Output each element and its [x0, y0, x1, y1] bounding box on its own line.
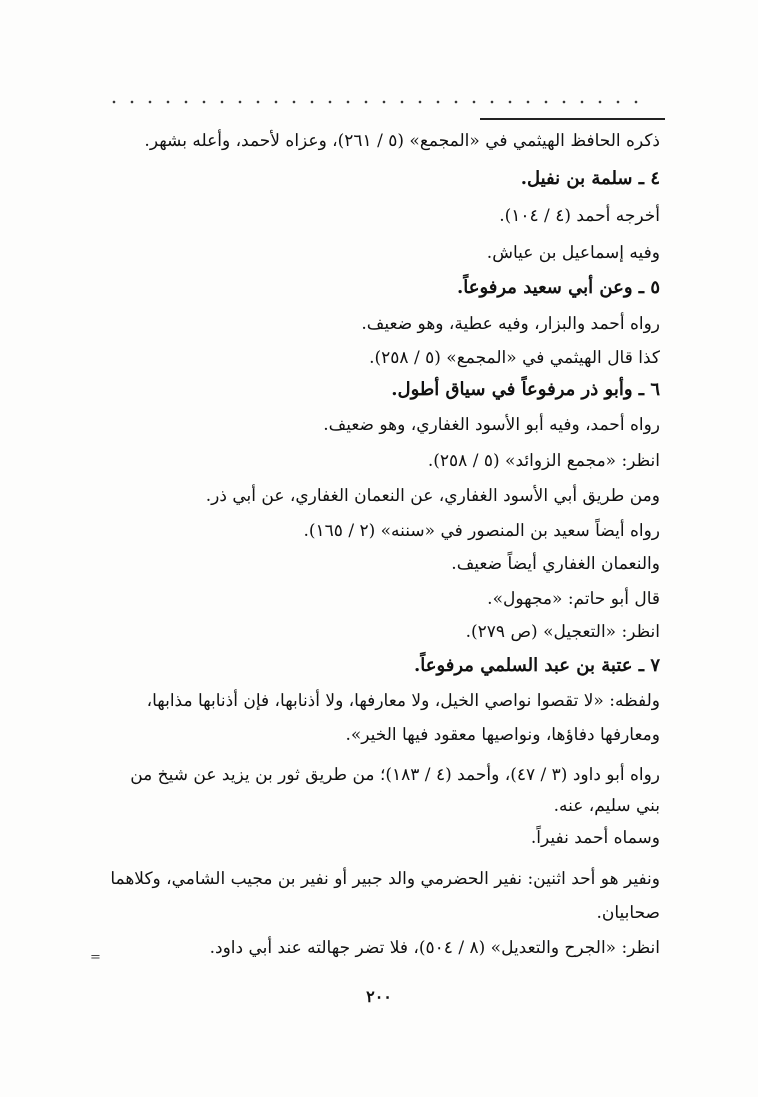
section-heading: ٥ ـ وعن أبي سعيد مرفوعاً.	[456, 277, 660, 298]
text-line: قال أبو حاتم: «مجهول».	[487, 589, 660, 609]
header-dotted-line	[105, 100, 645, 104]
text-line: ولفظه: «لا تقصوا نواصي الخيل، ولا معارفها، ولا أذنابها، فإن أذنابها مذابها،	[146, 691, 660, 711]
margin-mark: =	[90, 950, 101, 965]
text-line: رواه أحمد، وفيه أبو الأسود الغفاري، وهو ضعيف.	[323, 415, 660, 435]
text-line: ذكره الحافظ الهيثمي في «المجمع» (٥ / ٢٦١)، وعزاه لأحمد، وأعله بشهر.	[144, 131, 660, 151]
text-line: وسماه أحمد نفيراً.	[530, 828, 660, 848]
text-line: رواه أيضاً سعيد بن المنصور في «سننه» (٢ / ١٦٥).	[303, 521, 660, 541]
text-line: انظر: «الجرح والتعديل» (٨ / ٥٠٤)، فلا تضر جهالته عند أبي داود.	[209, 938, 660, 958]
section-heading: ٧ ـ عتبة بن عبد السلمي مرفوعاً.	[413, 655, 660, 676]
text-line: رواه أبو داود (٣ / ٤٧)، وأحمد (٤ / ١٨٣)؛ من طريق ثور بن يزيد عن شيخ من	[130, 765, 660, 785]
header-rule	[480, 118, 665, 120]
page-number: ٢٠٠	[366, 987, 392, 1006]
text-line: والنعمان الغفاري أيضاً ضعيف.	[451, 554, 660, 574]
text-line: ونفير هو أحد اثنين: نفير الحضرمي والد جبير أو نفير بن مجيب الشامي، وكلاهما	[110, 869, 660, 889]
text-line: ومن طريق أبي الأسود الغفاري، عن النعمان الغفاري، عن أبي ذر.	[205, 486, 660, 506]
text-line: انظر: «مجمع الزوائد» (٥ / ٢٥٨).	[427, 451, 660, 471]
text-line: كذا قال الهيثمي في «المجمع» (٥ / ٢٥٨).	[369, 348, 660, 368]
section-heading: ٦ ـ وأبو ذر مرفوعاً في سياق أطول.	[391, 379, 660, 400]
text-line: رواه أحمد والبزار، وفيه عطية، وهو ضعيف.	[361, 314, 660, 334]
text-line: بني سليم، عنه.	[553, 796, 660, 816]
section-heading: ٤ ـ سلمة بن نفيل.	[520, 168, 660, 189]
text-line: أخرجه أحمد (٤ / ١٠٤).	[499, 206, 660, 226]
text-line: وفيه إسماعيل بن عياش.	[486, 243, 660, 263]
text-line: انظر: «التعجيل» (ص ٢٧٩).	[465, 622, 660, 642]
text-line: صحابيان.	[596, 903, 660, 923]
text-line: ومعارفها دفاؤها، ونواصيها معقود فيها الخير».	[345, 725, 660, 745]
